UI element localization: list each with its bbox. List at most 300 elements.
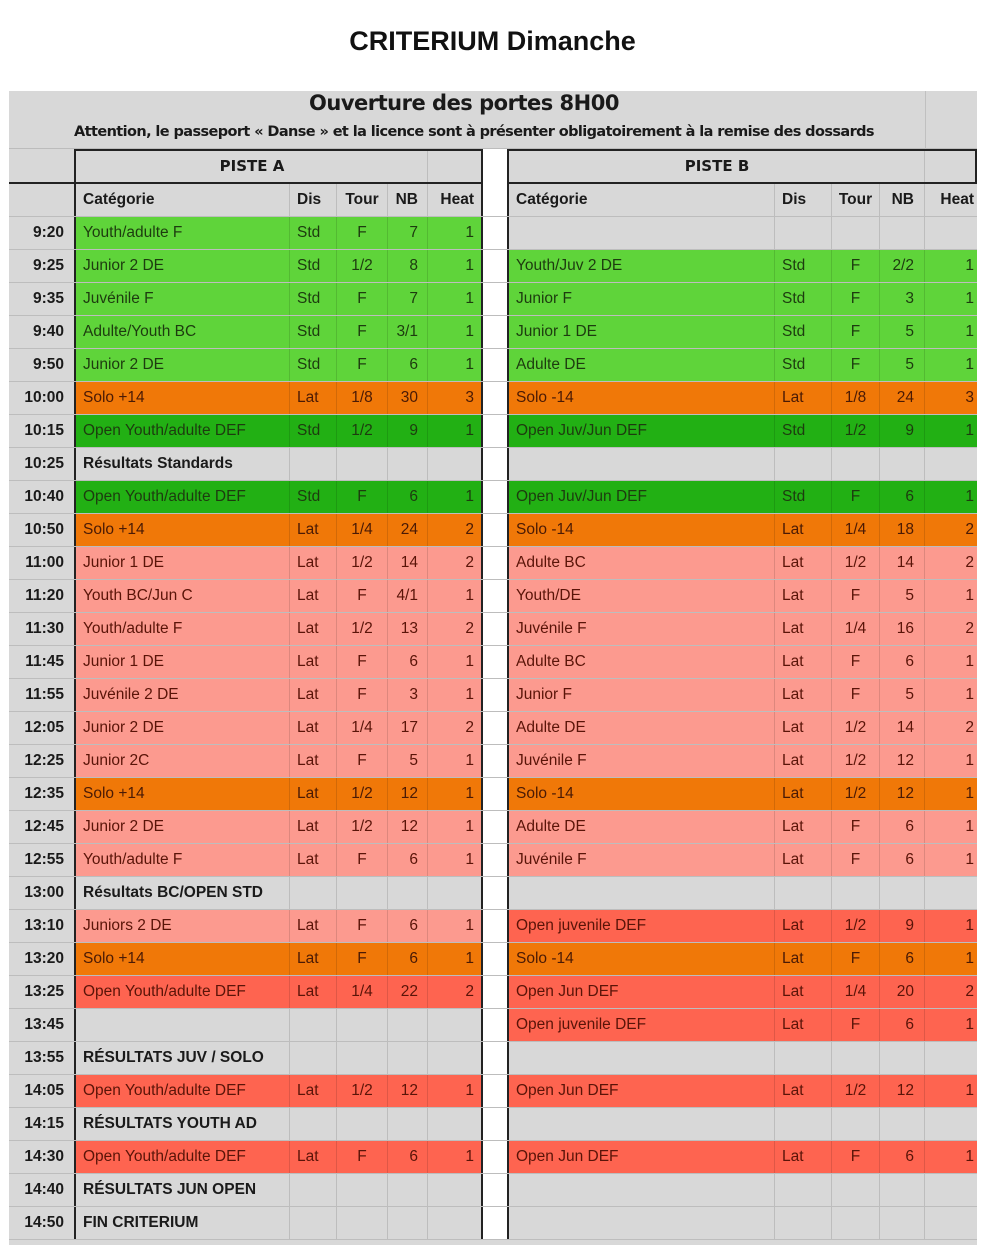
piste-b-tour-cell: F xyxy=(831,349,879,381)
piste-b-heat-cell xyxy=(924,217,977,249)
schedule-row xyxy=(9,943,977,976)
piste-b-nb-cell: 14 xyxy=(879,712,924,744)
piste-b-nb-cell: 16 xyxy=(879,613,924,645)
piste-b-dis-cell: Lat xyxy=(774,745,831,777)
piste-b-categorie-cell: Juvénile F xyxy=(507,745,774,777)
piste-a-categorie-cell: Solo +14 xyxy=(74,943,289,975)
piste-a-dis-cell: Lat xyxy=(289,976,336,1008)
piste-a-heat-cell: 1 xyxy=(427,1075,483,1107)
piste-a-nb-cell: 30 xyxy=(387,382,427,414)
piste-b-nb-cell xyxy=(879,1042,924,1074)
piste-b-tour-cell: F xyxy=(831,844,879,876)
piste-a-categorie-cell: Solo +14 xyxy=(74,514,289,546)
piste-b-nb-cell: 18 xyxy=(879,514,924,546)
piste-b-nb-cell: 5 xyxy=(879,679,924,711)
piste-b-heat-cell xyxy=(924,1108,977,1140)
piste-a-heat-cell: 2 xyxy=(427,547,483,579)
piste-b-heat-cell: 2 xyxy=(924,547,977,579)
piste-a-heat-cell: 1 xyxy=(427,1141,483,1173)
piste-b-tour-cell: F xyxy=(831,250,879,282)
piste-a-tour-cell: 1/2 xyxy=(336,250,387,282)
piste-b-nb-cell xyxy=(879,1108,924,1140)
piste-b-heat-cell: 1 xyxy=(924,481,977,513)
piste-b-nb-cell: 6 xyxy=(879,811,924,843)
piste-a-dis-cell xyxy=(289,448,336,480)
piste-a-categorie-cell: Youth BC/Jun C xyxy=(74,580,289,612)
column-header-row xyxy=(9,184,977,217)
piste-b-tour-cell: 1/2 xyxy=(831,778,879,810)
piste-a-nb-cell xyxy=(387,1108,427,1140)
banner-title: Ouverture des portes 8H00 xyxy=(309,91,619,115)
column-gap xyxy=(483,580,507,612)
schedule-row xyxy=(9,316,977,349)
piste-b-label: PISTE B xyxy=(684,157,750,175)
column-gap xyxy=(483,1141,507,1173)
piste-a-nb-cell: 8 xyxy=(387,250,427,282)
piste-b-tour-cell: F xyxy=(831,943,879,975)
piste-a-dis-cell: Std xyxy=(289,415,336,447)
column-gap xyxy=(483,910,507,942)
piste-a-tour-cell: F xyxy=(336,646,387,678)
piste-a-nb-cell: 12 xyxy=(387,811,427,843)
piste-b-categorie-cell: Juvénile F xyxy=(507,613,774,645)
column-gap xyxy=(483,1174,507,1206)
piste-b-categorie-header: Catégorie xyxy=(507,184,774,216)
piste-b-dis-cell: Lat xyxy=(774,778,831,810)
piste-a-heat-cell: 1 xyxy=(427,316,483,348)
time-cell: 10:40 xyxy=(9,481,74,513)
piste-b-tour-cell: F xyxy=(831,283,879,315)
piste-a-heat-cell xyxy=(427,448,483,480)
piste-b-dis-cell: Lat xyxy=(774,811,831,843)
time-cell: 10:25 xyxy=(9,448,74,480)
column-gap xyxy=(483,382,507,414)
time-column-header xyxy=(9,184,74,216)
schedule-row xyxy=(9,1108,977,1141)
piste-b-heat-cell: 3 xyxy=(924,382,977,414)
piste-b-dis-cell xyxy=(774,1108,831,1140)
piste-b-heat-header: Heat xyxy=(924,184,977,216)
time-cell: 13:25 xyxy=(9,976,74,1008)
piste-header-row xyxy=(9,149,977,184)
piste-b-tour-cell: F xyxy=(831,1009,879,1041)
piste-b-dis-cell: Lat xyxy=(774,514,831,546)
piste-a-dis-cell: Lat xyxy=(289,580,336,612)
piste-b-tour-cell xyxy=(831,1174,879,1206)
time-cell: 14:05 xyxy=(9,1075,74,1107)
piste-b-categorie-cell: Juvénile F xyxy=(507,844,774,876)
column-gap xyxy=(483,547,507,579)
piste-a-categorie-cell: FIN CRITERIUM xyxy=(74,1207,289,1239)
piste-a-heat-cell: 1 xyxy=(427,481,483,513)
piste-b-tour-cell: 1/2 xyxy=(831,547,879,579)
column-gap xyxy=(483,844,507,876)
piste-b-categorie-cell: Open Jun DEF xyxy=(507,1141,774,1173)
piste-a-heat-cell xyxy=(427,1174,483,1206)
piste-a-tour-cell: 1/2 xyxy=(336,811,387,843)
piste-a-tour-cell: F xyxy=(336,910,387,942)
piste-a-categorie-cell: Open Youth/adulte DEF xyxy=(74,1141,289,1173)
schedule-row xyxy=(9,415,977,448)
column-gap xyxy=(483,1108,507,1140)
piste-a-dis-cell: Lat xyxy=(289,844,336,876)
piste-a-tour-cell xyxy=(336,1108,387,1140)
column-gap xyxy=(483,316,507,348)
column-gap xyxy=(483,877,507,909)
piste-a-categorie-cell: Solo +14 xyxy=(74,382,289,414)
piste-a-dis-cell xyxy=(289,877,336,909)
piste-b-categorie-cell xyxy=(507,1174,774,1206)
piste-b-heat-cell: 1 xyxy=(924,415,977,447)
schedule-row xyxy=(9,1042,977,1075)
piste-a-categorie-cell: Junior 2 DE xyxy=(74,811,289,843)
schedule-row xyxy=(9,514,977,547)
piste-b-heat-cell xyxy=(924,448,977,480)
column-gap xyxy=(483,745,507,777)
piste-a-dis-cell: Std xyxy=(289,349,336,381)
piste-a-heat-cell: 2 xyxy=(427,514,483,546)
time-cell: 14:40 xyxy=(9,1174,74,1206)
piste-a-tour-cell: 1/2 xyxy=(336,1075,387,1107)
piste-a-categorie-cell: RÉSULTATS YOUTH AD xyxy=(74,1108,289,1140)
column-gap xyxy=(483,976,507,1008)
schedule-row xyxy=(9,877,977,910)
piste-a-tour-cell: F xyxy=(336,481,387,513)
piste-b-tour-cell: F xyxy=(831,316,879,348)
column-gap xyxy=(483,217,507,249)
piste-a-heat-cell: 1 xyxy=(427,646,483,678)
piste-a-categorie-cell: Junior 1 DE xyxy=(74,547,289,579)
piste-a-dis-cell: Lat xyxy=(289,1075,336,1107)
piste-a-tour-cell: F xyxy=(336,1141,387,1173)
schedule-row xyxy=(9,217,977,250)
piste-b-dis-cell: Std xyxy=(774,349,831,381)
piste-b-categorie-cell xyxy=(507,877,774,909)
schedule-row xyxy=(9,250,977,283)
piste-b-tour-cell: 1/2 xyxy=(831,910,879,942)
piste-b-header xyxy=(507,149,977,184)
time-cell: 11:20 xyxy=(9,580,74,612)
time-cell: 10:50 xyxy=(9,514,74,546)
time-cell: 12:55 xyxy=(9,844,74,876)
piste-a-nb-cell xyxy=(387,1174,427,1206)
piste-b-heat-cell: 1 xyxy=(924,811,977,843)
piste-b-dis-cell: Lat xyxy=(774,712,831,744)
piste-a-categorie-cell: Youth/adulte F xyxy=(74,613,289,645)
time-cell: 11:30 xyxy=(9,613,74,645)
piste-b-nb-cell: 12 xyxy=(879,778,924,810)
piste-b-categorie-cell: Adulte DE xyxy=(507,712,774,744)
piste-b-heat-cell: 1 xyxy=(924,679,977,711)
piste-a-categorie-cell: Youth/adulte F xyxy=(74,844,289,876)
piste-a-tour-cell: F xyxy=(336,844,387,876)
piste-a-tour-cell xyxy=(336,1042,387,1074)
piste-a-dis-cell: Lat xyxy=(289,382,336,414)
piste-a-categorie-cell: Adulte/Youth BC xyxy=(74,316,289,348)
piste-b-nb-cell: 5 xyxy=(879,349,924,381)
time-cell: 12:25 xyxy=(9,745,74,777)
schedule-row xyxy=(9,745,977,778)
piste-b-categorie-cell: Junior F xyxy=(507,679,774,711)
piste-b-nb-header: NB xyxy=(879,184,924,216)
piste-a-nb-cell: 17 xyxy=(387,712,427,744)
column-gap xyxy=(483,514,507,546)
time-cell: 9:20 xyxy=(9,217,74,249)
piste-a-categorie-cell: Juvénile F xyxy=(74,283,289,315)
piste-b-dis-cell: Std xyxy=(774,415,831,447)
piste-b-nb-cell xyxy=(879,877,924,909)
piste-b-heat-cell: 1 xyxy=(924,1009,977,1041)
piste-a-categorie-cell: Résultats BC/OPEN STD xyxy=(74,877,289,909)
time-header-spacer xyxy=(9,149,74,184)
column-gap xyxy=(483,1042,507,1074)
piste-a-dis-cell: Std xyxy=(289,481,336,513)
piste-b-nb-cell: 9 xyxy=(879,415,924,447)
piste-b-heat-cell: 1 xyxy=(924,1141,977,1173)
piste-a-heat-cell: 1 xyxy=(427,943,483,975)
piste-a-heat-cell: 1 xyxy=(427,349,483,381)
piste-a-tour-cell: F xyxy=(336,679,387,711)
time-cell: 13:55 xyxy=(9,1042,74,1074)
piste-b-dis-cell: Lat xyxy=(774,943,831,975)
piste-b-tour-cell: F xyxy=(831,646,879,678)
piste-b-dis-cell: Lat xyxy=(774,1075,831,1107)
piste-a-nb-cell: 7 xyxy=(387,283,427,315)
piste-b-nb-cell: 6 xyxy=(879,943,924,975)
piste-a-tour-cell xyxy=(336,1207,387,1239)
piste-a-nb-cell: 6 xyxy=(387,943,427,975)
column-gap xyxy=(483,679,507,711)
piste-a-tour-header: Tour xyxy=(336,184,387,216)
piste-b-tour-cell: F xyxy=(831,811,879,843)
piste-a-tour-cell: 1/2 xyxy=(336,415,387,447)
piste-b-categorie-cell xyxy=(507,1042,774,1074)
piste-b-heat-cell: 1 xyxy=(924,778,977,810)
piste-b-nb-cell: 5 xyxy=(879,316,924,348)
schedule-row xyxy=(9,547,977,580)
piste-a-nb-cell: 3 xyxy=(387,679,427,711)
piste-b-nb-cell: 2/2 xyxy=(879,250,924,282)
piste-b-heat-cell: 1 xyxy=(924,646,977,678)
piste-b-nb-cell xyxy=(879,1207,924,1239)
piste-b-nb-cell: 24 xyxy=(879,382,924,414)
piste-a-label: PISTE A xyxy=(219,157,285,175)
time-cell: 10:15 xyxy=(9,415,74,447)
piste-a-categorie-cell: RÉSULTATS JUV / SOLO xyxy=(74,1042,289,1074)
time-cell: 11:45 xyxy=(9,646,74,678)
piste-b-dis-cell: Lat xyxy=(774,1141,831,1173)
piste-b-tour-cell xyxy=(831,1042,879,1074)
piste-a-nb-cell: 6 xyxy=(387,646,427,678)
piste-b-dis-cell: Std xyxy=(774,316,831,348)
time-cell: 10:00 xyxy=(9,382,74,414)
piste-b-tour-cell xyxy=(831,1207,879,1239)
piste-a-categorie-cell: Résultats Standards xyxy=(74,448,289,480)
column-gap xyxy=(483,943,507,975)
piste-b-tour-cell: 1/2 xyxy=(831,1075,879,1107)
piste-a-nb-cell: 7 xyxy=(387,217,427,249)
piste-a-tour-cell: 1/2 xyxy=(336,547,387,579)
time-cell: 12:45 xyxy=(9,811,74,843)
column-gap xyxy=(483,1207,507,1239)
piste-b-dis-cell: Lat xyxy=(774,910,831,942)
piste-a-nb-cell: 6 xyxy=(387,910,427,942)
piste-a-nb-cell xyxy=(387,1042,427,1074)
time-cell: 13:20 xyxy=(9,943,74,975)
piste-a-heat-cell: 1 xyxy=(427,415,483,447)
piste-b-categorie-cell: Adulte DE xyxy=(507,811,774,843)
piste-a-nb-cell xyxy=(387,1207,427,1239)
piste-a-categorie-cell xyxy=(74,1009,289,1041)
piste-b-categorie-cell: Junior 1 DE xyxy=(507,316,774,348)
piste-b-heat-cell xyxy=(924,1174,977,1206)
piste-b-dis-cell: Lat xyxy=(774,646,831,678)
piste-b-dis-cell: Lat xyxy=(774,580,831,612)
piste-a-categorie-header: Catégorie xyxy=(74,184,289,216)
time-cell: 14:30 xyxy=(9,1141,74,1173)
piste-a-nb-cell: 5 xyxy=(387,745,427,777)
piste-a-tour-cell: F xyxy=(336,943,387,975)
piste-a-categorie-cell: Open Youth/adulte DEF xyxy=(74,415,289,447)
piste-b-heat-cell xyxy=(924,877,977,909)
column-gap xyxy=(483,481,507,513)
piste-b-heat-cell: 1 xyxy=(924,250,977,282)
column-gap xyxy=(483,811,507,843)
piste-a-header xyxy=(74,149,483,184)
schedule-row xyxy=(9,712,977,745)
piste-b-categorie-cell: Junior F xyxy=(507,283,774,315)
piste-a-nb-cell: 24 xyxy=(387,514,427,546)
piste-b-dis-cell xyxy=(774,1042,831,1074)
piste-b-nb-cell: 6 xyxy=(879,844,924,876)
piste-a-nb-cell: 4/1 xyxy=(387,580,427,612)
schedule-sheet xyxy=(9,91,977,1245)
schedule-row xyxy=(9,646,977,679)
piste-a-categorie-cell: RÉSULTATS JUN OPEN xyxy=(74,1174,289,1206)
piste-b-tour-cell xyxy=(831,877,879,909)
piste-a-dis-cell: Lat xyxy=(289,712,336,744)
piste-b-heat-cell: 1 xyxy=(924,1075,977,1107)
piste-a-categorie-cell: Junior 2C xyxy=(74,745,289,777)
piste-b-heat-cell: 1 xyxy=(924,316,977,348)
piste-a-heat-header: Heat xyxy=(427,184,483,216)
piste-b-categorie-cell: Open juvenile DEF xyxy=(507,1009,774,1041)
piste-a-nb-cell xyxy=(387,1009,427,1041)
piste-a-tour-cell: 1/2 xyxy=(336,613,387,645)
time-cell: 13:00 xyxy=(9,877,74,909)
piste-a-tour-cell xyxy=(336,1174,387,1206)
piste-a-dis-cell: Lat xyxy=(289,646,336,678)
column-gap xyxy=(483,415,507,447)
piste-a-dis-cell: Std xyxy=(289,217,336,249)
piste-a-heat-cell: 2 xyxy=(427,613,483,645)
piste-b-heat-cell: 1 xyxy=(924,910,977,942)
piste-a-nb-cell xyxy=(387,877,427,909)
piste-b-categorie-cell: Solo -14 xyxy=(507,382,774,414)
schedule-row xyxy=(9,1009,977,1042)
piste-b-nb-cell: 14 xyxy=(879,547,924,579)
time-cell: 9:25 xyxy=(9,250,74,282)
piste-a-dis-cell xyxy=(289,1009,336,1041)
piste-b-nb-cell: 6 xyxy=(879,646,924,678)
schedule-row xyxy=(9,844,977,877)
piste-b-dis-cell xyxy=(774,1207,831,1239)
piste-b-nb-cell xyxy=(879,217,924,249)
piste-a-nb-header: NB xyxy=(387,184,427,216)
piste-a-heat-cell: 1 xyxy=(427,745,483,777)
piste-b-nb-cell: 3 xyxy=(879,283,924,315)
piste-a-nb-cell: 3/1 xyxy=(387,316,427,348)
piste-a-heat-cell: 1 xyxy=(427,580,483,612)
piste-b-categorie-cell: Open Jun DEF xyxy=(507,976,774,1008)
piste-a-dis-cell: Lat xyxy=(289,547,336,579)
piste-b-tour-cell: 1/4 xyxy=(831,976,879,1008)
piste-a-heat-cell: 1 xyxy=(427,679,483,711)
piste-a-dis-cell: Std xyxy=(289,283,336,315)
piste-b-dis-cell: Lat xyxy=(774,1009,831,1041)
piste-b-categorie-cell: Open juvenile DEF xyxy=(507,910,774,942)
piste-a-dis-cell: Lat xyxy=(289,778,336,810)
piste-a-tour-cell: F xyxy=(336,217,387,249)
piste-a-categorie-cell: Open Youth/adulte DEF xyxy=(74,1075,289,1107)
banner-note: Attention, le passeport « Danse » et la licence sont à présenter obligatoirement à la remise des dossards xyxy=(74,124,874,140)
piste-b-dis-cell xyxy=(774,448,831,480)
piste-a-tour-cell xyxy=(336,877,387,909)
schedule-row xyxy=(9,481,977,514)
piste-b-nb-cell: 6 xyxy=(879,1141,924,1173)
piste-a-dis-cell xyxy=(289,1207,336,1239)
piste-a-nb-cell: 14 xyxy=(387,547,427,579)
piste-a-tour-cell: F xyxy=(336,283,387,315)
piste-a-categorie-cell: Solo +14 xyxy=(74,778,289,810)
piste-a-dis-cell: Std xyxy=(289,250,336,282)
piste-b-tour-cell: 1/4 xyxy=(831,514,879,546)
piste-a-heat-cell xyxy=(427,1108,483,1140)
piste-b-categorie-cell: Youth/Juv 2 DE xyxy=(507,250,774,282)
piste-b-dis-cell xyxy=(774,1174,831,1206)
piste-a-dis-cell: Lat xyxy=(289,745,336,777)
piste-b-categorie-cell: Open Juv/Jun DEF xyxy=(507,481,774,513)
piste-b-heat-cell: 1 xyxy=(924,844,977,876)
piste-b-heat-cell xyxy=(924,1207,977,1239)
piste-b-heat-cell: 1 xyxy=(924,580,977,612)
piste-a-heat-cell xyxy=(427,1207,483,1239)
piste-a-categorie-cell: Youth/adulte F xyxy=(74,217,289,249)
piste-b-nb-cell: 12 xyxy=(879,1075,924,1107)
piste-a-tour-cell: 1/8 xyxy=(336,382,387,414)
time-cell: 11:00 xyxy=(9,547,74,579)
piste-b-dis-cell: Std xyxy=(774,283,831,315)
piste-b-tour-cell: F xyxy=(831,481,879,513)
piste-b-tour-cell: 1/4 xyxy=(831,613,879,645)
piste-b-dis-cell: Lat xyxy=(774,976,831,1008)
piste-b-heat-cell: 2 xyxy=(924,514,977,546)
piste-b-nb-cell xyxy=(879,1174,924,1206)
piste-b-categorie-cell: Open Juv/Jun DEF xyxy=(507,415,774,447)
piste-b-categorie-cell xyxy=(507,448,774,480)
piste-a-categorie-cell: Junior 2 DE xyxy=(74,250,289,282)
time-cell: 13:10 xyxy=(9,910,74,942)
piste-b-heat-cell: 2 xyxy=(924,976,977,1008)
piste-b-tour-header: Tour xyxy=(831,184,879,216)
schedule-row xyxy=(9,349,977,382)
piste-b-categorie-cell: Open Jun DEF xyxy=(507,1075,774,1107)
column-gap xyxy=(483,712,507,744)
time-cell: 9:50 xyxy=(9,349,74,381)
piste-a-tour-cell: F xyxy=(336,580,387,612)
schedule-row xyxy=(9,613,977,646)
piste-b-tour-cell xyxy=(831,217,879,249)
